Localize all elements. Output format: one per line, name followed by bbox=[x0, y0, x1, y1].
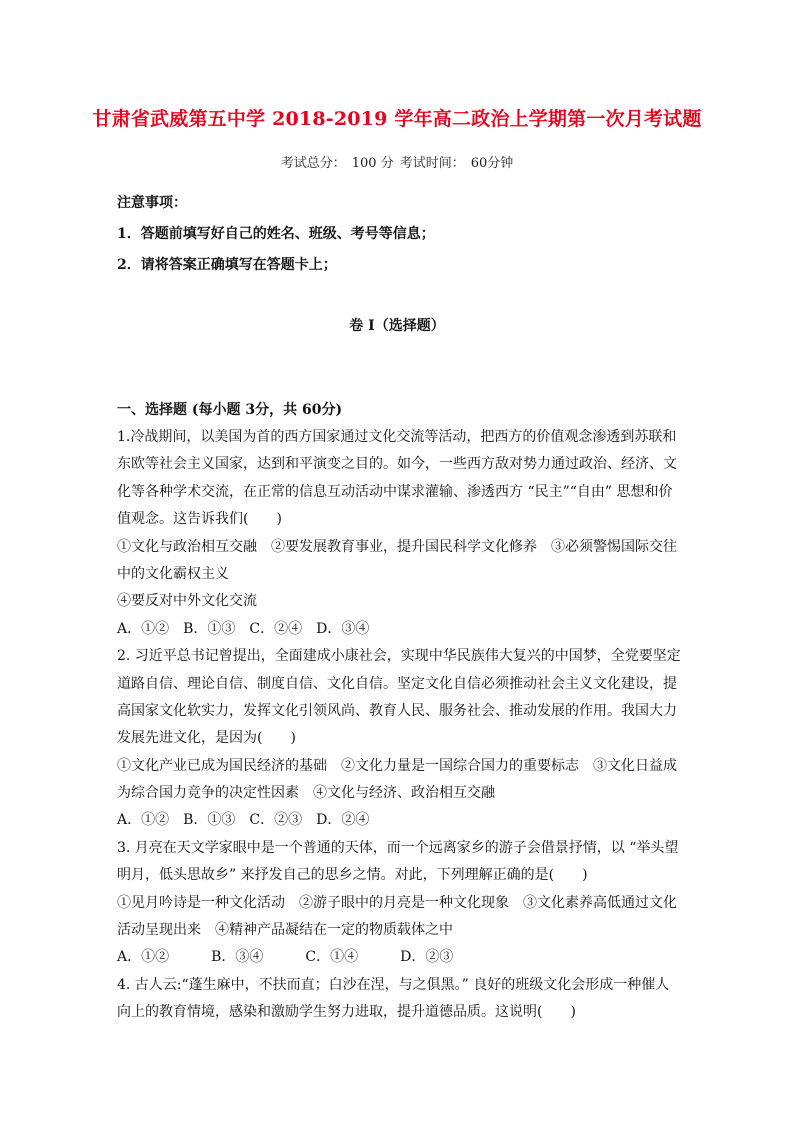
total-score-value: 100 分 bbox=[351, 156, 394, 171]
question-text-line: 高国家文化软实力，发挥文化引领风尚、教育人民、服务社会、推动发展的作用。我国大力 bbox=[117, 702, 677, 719]
question-text-line: 4. 古人云:“蓬生麻中，不扶而直；白沙在涅，与之俱黑。” 良好的班级文化会形成一种催人 bbox=[117, 976, 670, 993]
notice-item: 2．请将答案正确填写在答题卡上； bbox=[117, 257, 337, 273]
option-line: 中的文化霸权主义 bbox=[117, 565, 229, 582]
question-2 bbox=[117, 643, 683, 835]
exam-meta bbox=[0, 152, 794, 171]
total-score-label: 考试总分： bbox=[280, 156, 346, 171]
section-title: 卷 I（选择题） bbox=[349, 318, 445, 334]
question-text-line: 化等各种学术交流，在正常的信息互动活动中谋求灌输、渗透西方 “民主”“自由” 思想和价 bbox=[117, 483, 673, 500]
question-text-line: 明月，低头思故乡” 来抒发自己的思乡之情。对此，下列理解正确的是( ) bbox=[117, 867, 588, 884]
option-line: ①文化与政治相互交融 ②要发展教育事业，提升国民科学文化修养 ③必须警惕国际交往 bbox=[117, 538, 677, 555]
answer-choices: A．①② B．①③ C．②④ D．③④ bbox=[117, 620, 370, 637]
notice-item: 1．答题前填写好自己的姓名、班级、考号等信息； bbox=[117, 226, 435, 242]
question-1 bbox=[117, 424, 683, 643]
question-text-line: 东欧等社会主义国家，达到和平演变之目的。如今，一些西方敌对势力通过政治、经济、文 bbox=[117, 456, 677, 473]
option-line: ④要反对中外文化交流 bbox=[117, 593, 257, 610]
question-text-line: 2. 习近平总书记曾提出，全面建成小康社会，实现中华民族伟大复兴的中国梦，全党要坚定 bbox=[117, 648, 681, 665]
question-text-line: 道路自信、理论自信、制度自信、文化自信。坚定文化自信必须推动社会主义文化建设，提 bbox=[117, 675, 677, 692]
answer-choices: A．①② B．③④ C．①④ D．②③ bbox=[117, 949, 454, 966]
question-4 bbox=[117, 972, 683, 1027]
question-text-line: 向上的教育情境，感染和激励学生努力进取，提升道德品质。这说明( ) bbox=[117, 1004, 576, 1021]
question-text-line: 发展先进文化，是因为( ) bbox=[117, 730, 296, 747]
question-text-line: 3. 月亮在天文学家眼中是一个普通的天体，而一个远离家乡的游子会借景抒情，以 “举头望 bbox=[117, 839, 679, 856]
option-line: ①见月吟诗是一种文化活动 ②游子眼中的月亮是一种文化现象 ③文化素养高低通过文化 bbox=[117, 894, 677, 911]
question-3 bbox=[117, 835, 683, 972]
questions-body bbox=[117, 424, 683, 1027]
option-line: ①文化产业已成为国民经济的基础 ②文化力量是一国综合国力的重要标志 ③文化日益成 bbox=[117, 757, 677, 774]
exam-time-label: 考试时间： bbox=[399, 156, 465, 171]
part-heading: 一、选择题 (每小题 3分，共 60分) bbox=[117, 402, 343, 418]
exam-title: 甘肃省武威第五中学 2018-2019 学年高二政治上学期第一次月考试题 bbox=[92, 108, 702, 130]
option-line: 活动呈现出来 ④精神产品凝结在一定的物质载体之中 bbox=[117, 922, 453, 939]
exam-time-value: 60分钟 bbox=[470, 156, 514, 171]
answer-choices: A．①② B．①③ C．②③ D．②④ bbox=[117, 812, 370, 829]
question-text-line: 值观念。这告诉我们( ) bbox=[117, 511, 282, 528]
question-text-line: 1.冷战期间，以美国为首的西方国家通过文化交流等活动，把西方的价值观念渗透到苏联和 bbox=[117, 429, 677, 445]
notice-heading: 注意事项： bbox=[117, 195, 187, 211]
option-line: 为综合国力竞争的决定性因素 ④文化与经济、政治相互交融 bbox=[117, 785, 495, 802]
